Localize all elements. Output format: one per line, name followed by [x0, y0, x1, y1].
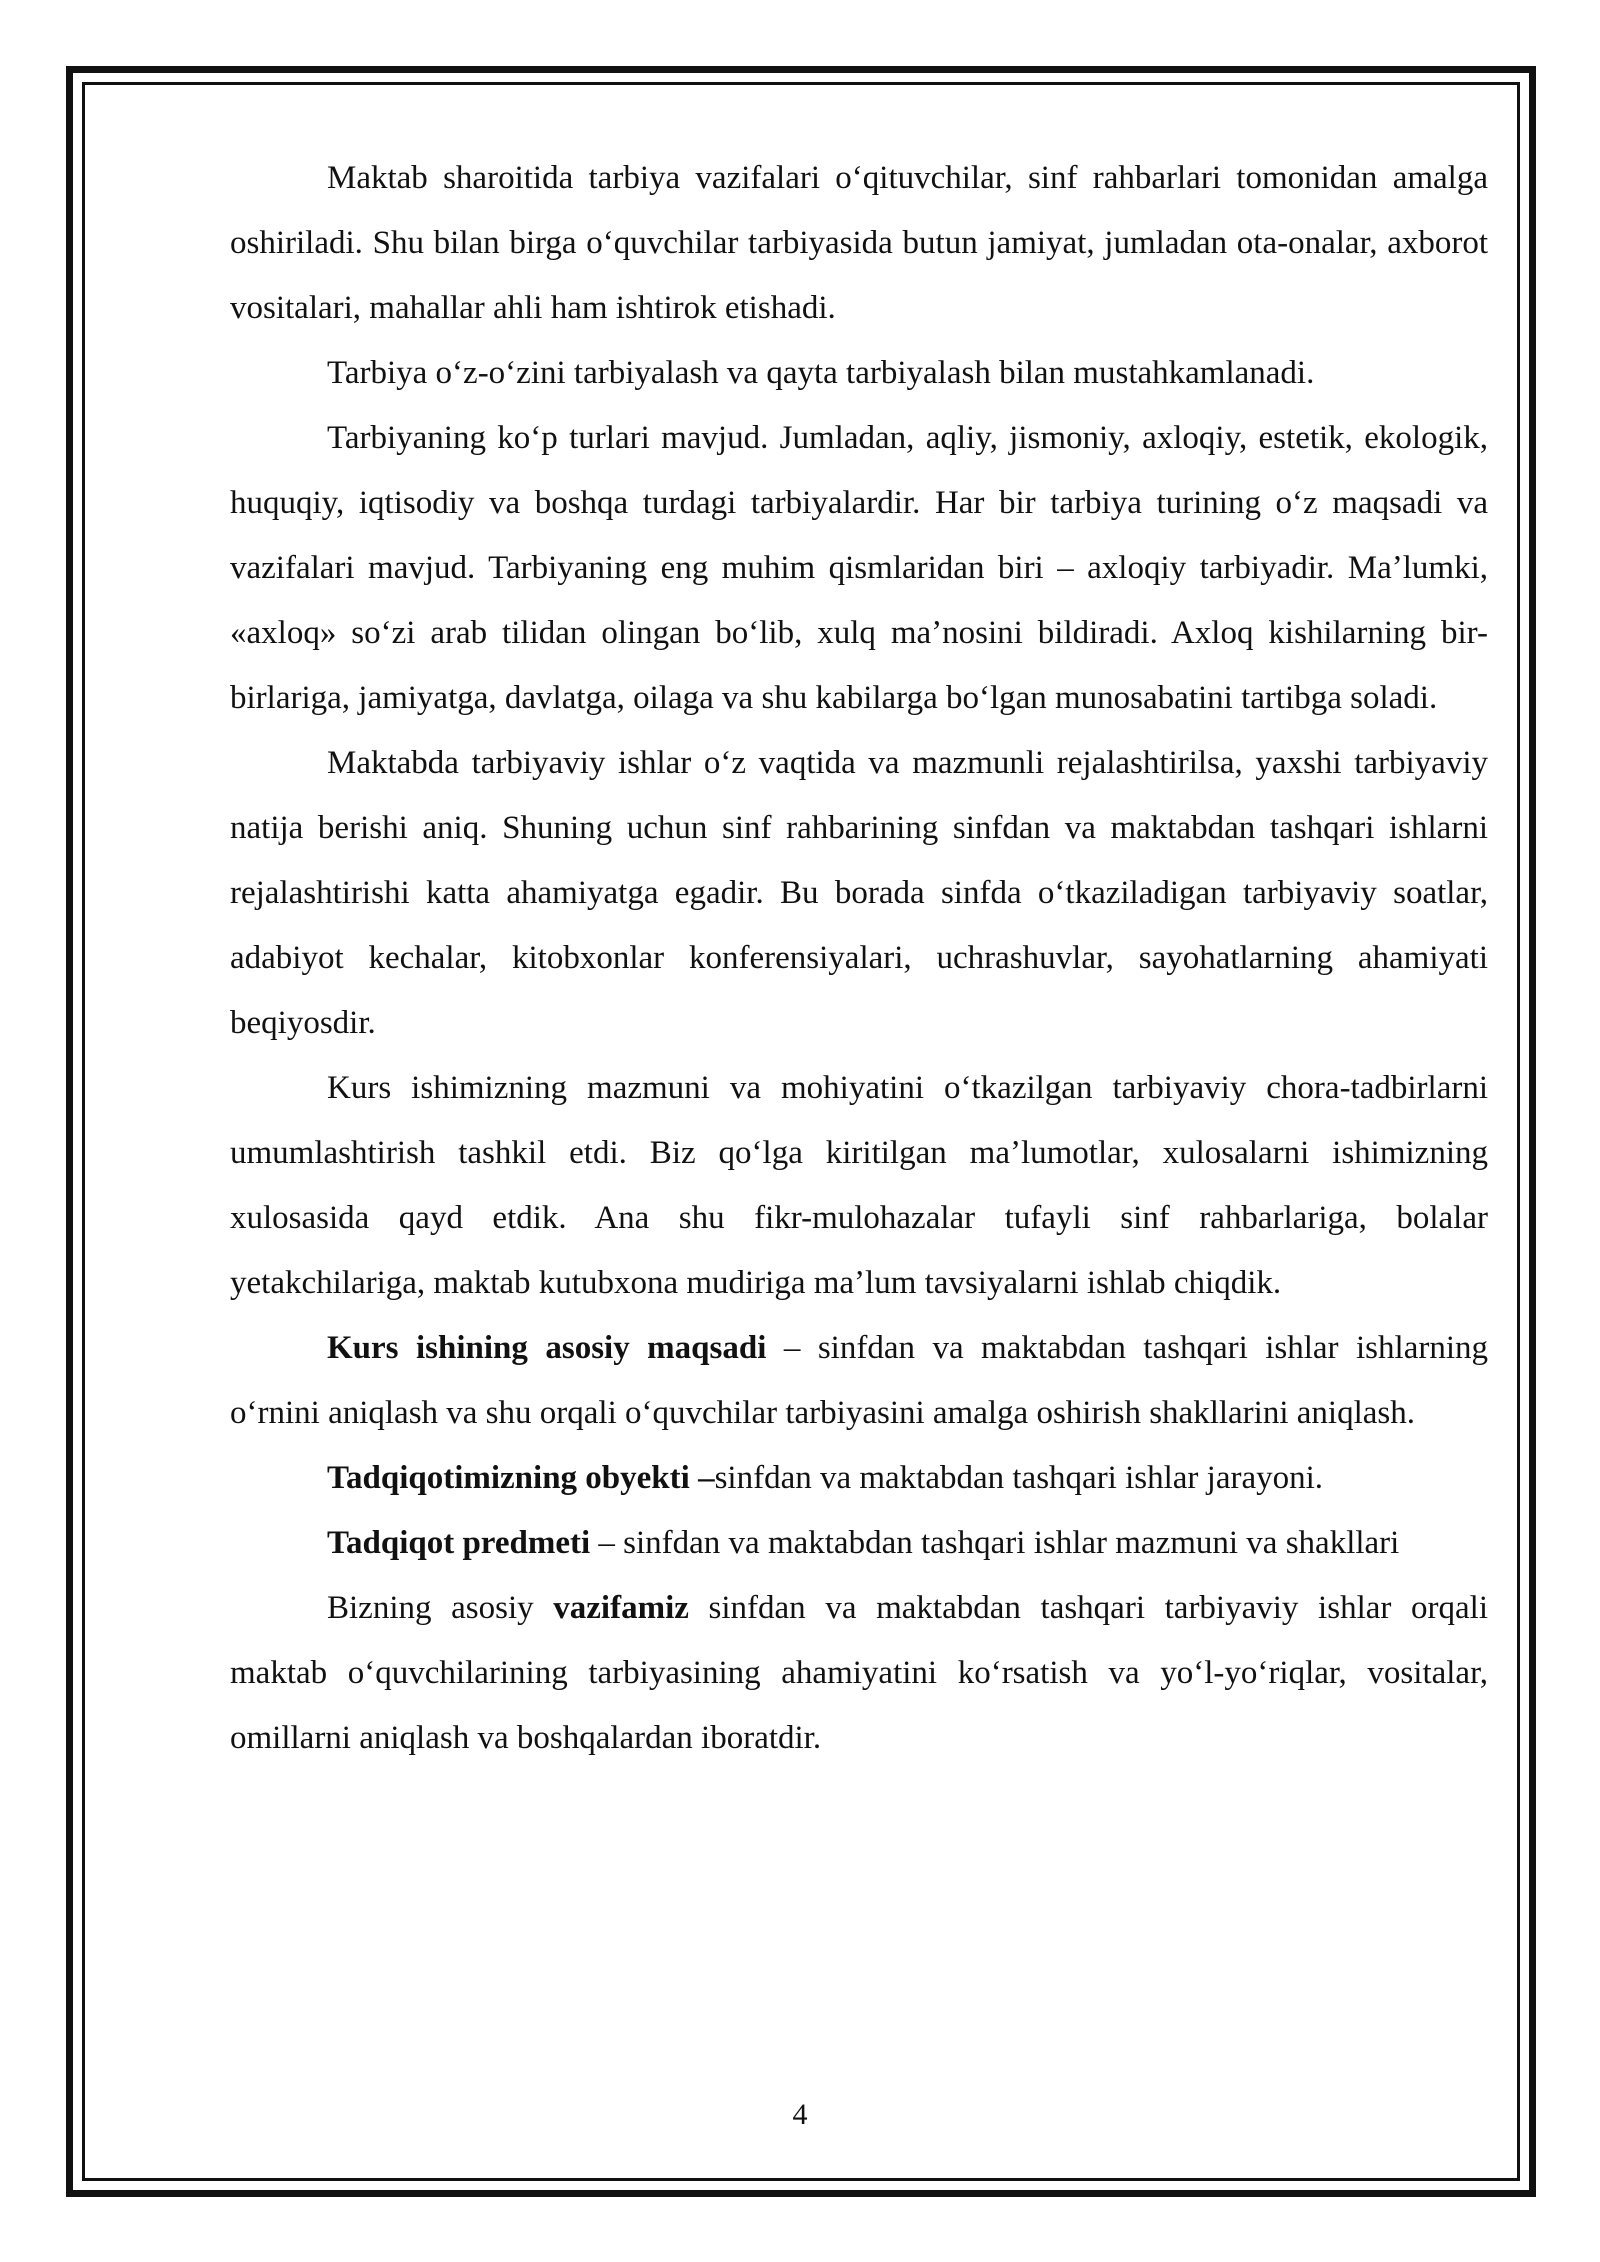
paragraph-1: [230, 146, 1488, 341]
paragraph-2-text: Tarbiya oʻz-oʻzini tarbiyalash va qayta tarbiyalash bilan mustahkamlanadi.: [327, 355, 1315, 391]
research-object-text: sinfdan va maktabdan tashqari ishlar jarayoni.: [714, 1460, 1324, 1496]
paragraph-7: [230, 1446, 1488, 1511]
paragraph-9: [230, 1576, 1488, 1771]
task-keyword: vazifamiz: [553, 1590, 689, 1626]
paragraph-3-text: Tarbiyaning koʻp turlari mavjud. Jumladan, aqliy, jismoniy, axloqiy, estetik, ekologik, huquqiy, iqtisodiy va boshqa turdagi tarbiyalardir. Har bir tarbiya turining oʻz maqsadi va vazifalari mavjud. Tarbiyaning eng muhim qismlaridan biri – axloqiy tarbiyadir. Maʼlumki, «axloq» soʻzi arab tilidan olingan boʻlib, xulq maʼnosini bildiradi. Axloq kishilarning bir-birlariga, jamiyatga, davlatga, oilaga va shu kabilarga boʻlgan munosabatini tartibga soladi.: [230, 420, 1488, 716]
paragraph-4-text: Maktabda tarbiyaviy ishlar oʻz vaqtida va mazmunli rejalashtirilsa, yaxshi tarbiyaviy natija berishi aniq. Shuning uchun sinf rahbarining sinfdan va maktabdan tashqari ishlarni rejalashtirishi katta ahamiyatga egadir. Bu borada sinfda oʻtkaziladigan tarbiyaviy soatlar, adabiyot kechalar, kitobxonlar konferensiyalari, uchrashuvlar, sayohatlarning ahamiyati beqiyosdir.: [230, 745, 1488, 1041]
document-body: [230, 146, 1488, 1771]
course-goal-heading: Kurs ishining asosiy maqsadi: [327, 1330, 767, 1366]
research-subject-heading: Tadqiqot predmeti: [327, 1525, 591, 1561]
task-text: sinfdan va maktabdan tashqari tarbiyaviy ishlar orqali maktab oʻquvchilarining tarbiyasining ahamiyatini koʻrsatish va yoʻl-yoʻriqlar, vositalar, omillarni aniqlash va boshqalardan iboratdir.: [230, 1590, 1488, 1756]
paragraph-2: [230, 341, 1488, 406]
paragraph-4: [230, 731, 1488, 1056]
research-object-heading: Tadqiqotimizning obyekti: [327, 1460, 690, 1496]
paragraph-8: [230, 1511, 1488, 1576]
paragraph-5: [230, 1056, 1488, 1316]
task-intro-text: Bizning asosiy: [327, 1590, 554, 1626]
page-number: 4: [792, 2098, 808, 2131]
paragraph-3: [230, 406, 1488, 731]
course-goal-text: – sinfdan va maktabdan tashqari ishlar ishlarning oʻrnini aniqlash va shu orqali oʻquvchilar tarbiyasini amalga oshirish shakllarini aniqlash.: [230, 1330, 1488, 1431]
research-subject-text: – sinfdan va maktabdan tashqari ishlar mazmuni va shakllari: [590, 1525, 1400, 1561]
paragraph-6: [230, 1316, 1488, 1446]
paragraph-5-text: Kurs ishimizning mazmuni va mohiyatini oʻtkazilgan tarbiyaviy chora-tadbirlarni umumlashtirish tashkil etdi. Biz qoʻlga kiritilgan maʼlumotlar, xulosalarni ishimizning xulosasida qayd etdik. Ana shu fikr-mulohazalar tufayli sinf rahbarlariga, bolalar yetakchilariga, maktab kutubxona mudiriga maʼlum tavsiyalarni ishlab chiqdik.: [230, 1070, 1488, 1301]
research-object-dash: –: [689, 1460, 715, 1496]
paragraph-1-text: Maktab sharoitida tarbiya vazifalari oʻqituvchilar, sinf rahbarlari tomonidan amalga oshiriladi. Shu bilan birga oʻquvchilar tarbiyasida butun jamiyat, jumladan ota-onalar, axborot vositalari, mahallar ahli ham ishtirok etishadi.: [230, 160, 1488, 326]
